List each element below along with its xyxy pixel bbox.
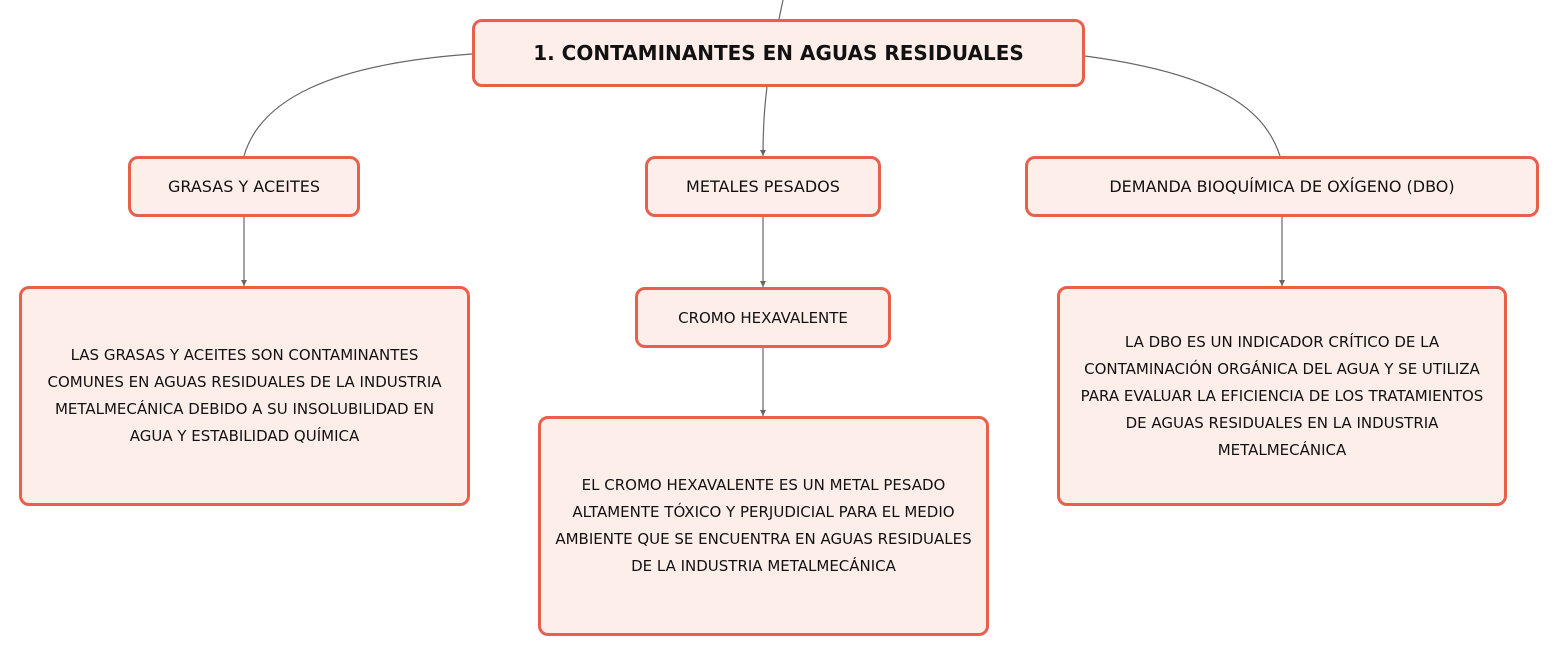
node-grasas-description[interactable] [19,286,470,506]
connector-root-to-grasas [244,54,472,156]
node-cromo-hexavalente[interactable] [635,287,891,348]
description-text: EL CROMO HEXAVALENTE ES UN METAL PESADO ALTAMENTE TÓXICO Y PERJUDICIAL PARA EL MEDIO AMBIENTE QUE SE ENCUENTRA EN AGUAS RESIDUALES DE LA INDUSTRIA METALMECÁNICA [555,476,972,575]
node-label: METALES PESADOS [686,177,840,196]
node-label: GRASAS Y ACEITES [167,177,320,196]
node-cromo-description[interactable] [538,416,989,636]
node-metales-pesados[interactable] [645,156,881,217]
connector-incoming [779,0,783,19]
connector-root-to-dbo [1085,56,1280,156]
description-text: LAS GRASAS Y ACEITES SON CONTAMINANTES COMUNES EN AGUAS RESIDUALES DE LA INDUSTRIA METALMECÁNICA DEBIDO A SU INSOLUBILIDAD EN AGUA Y ESTABILIDAD QUÍMICA [47,346,442,445]
root-node[interactable] [472,19,1085,87]
node-dbo[interactable] [1025,156,1539,217]
description-text: LA DBO ES UN INDICADOR CRÍTICO DE LA CONTAMINACIÓN ORGÁNICA DEL AGUA Y SE UTILIZA PARA EVALUAR LA EFICIENCIA DE LOS TRATAMIENTOS DE AGUAS RESIDUALES EN LA INDUSTRIA METALMECÁNICA [1080,332,1484,459]
node-label: DEMANDA BIOQUÍMICA DE OXÍGENO (DBO) [1109,177,1455,196]
node-label: CROMO HEXAVALENTE [678,308,848,327]
connector-root-to-metales [763,87,767,156]
node-grasas-y-aceites[interactable] [128,156,360,217]
node-dbo-description[interactable] [1057,286,1507,506]
root-label: 1. CONTAMINANTES EN AGUAS RESIDUALES [533,41,1024,65]
